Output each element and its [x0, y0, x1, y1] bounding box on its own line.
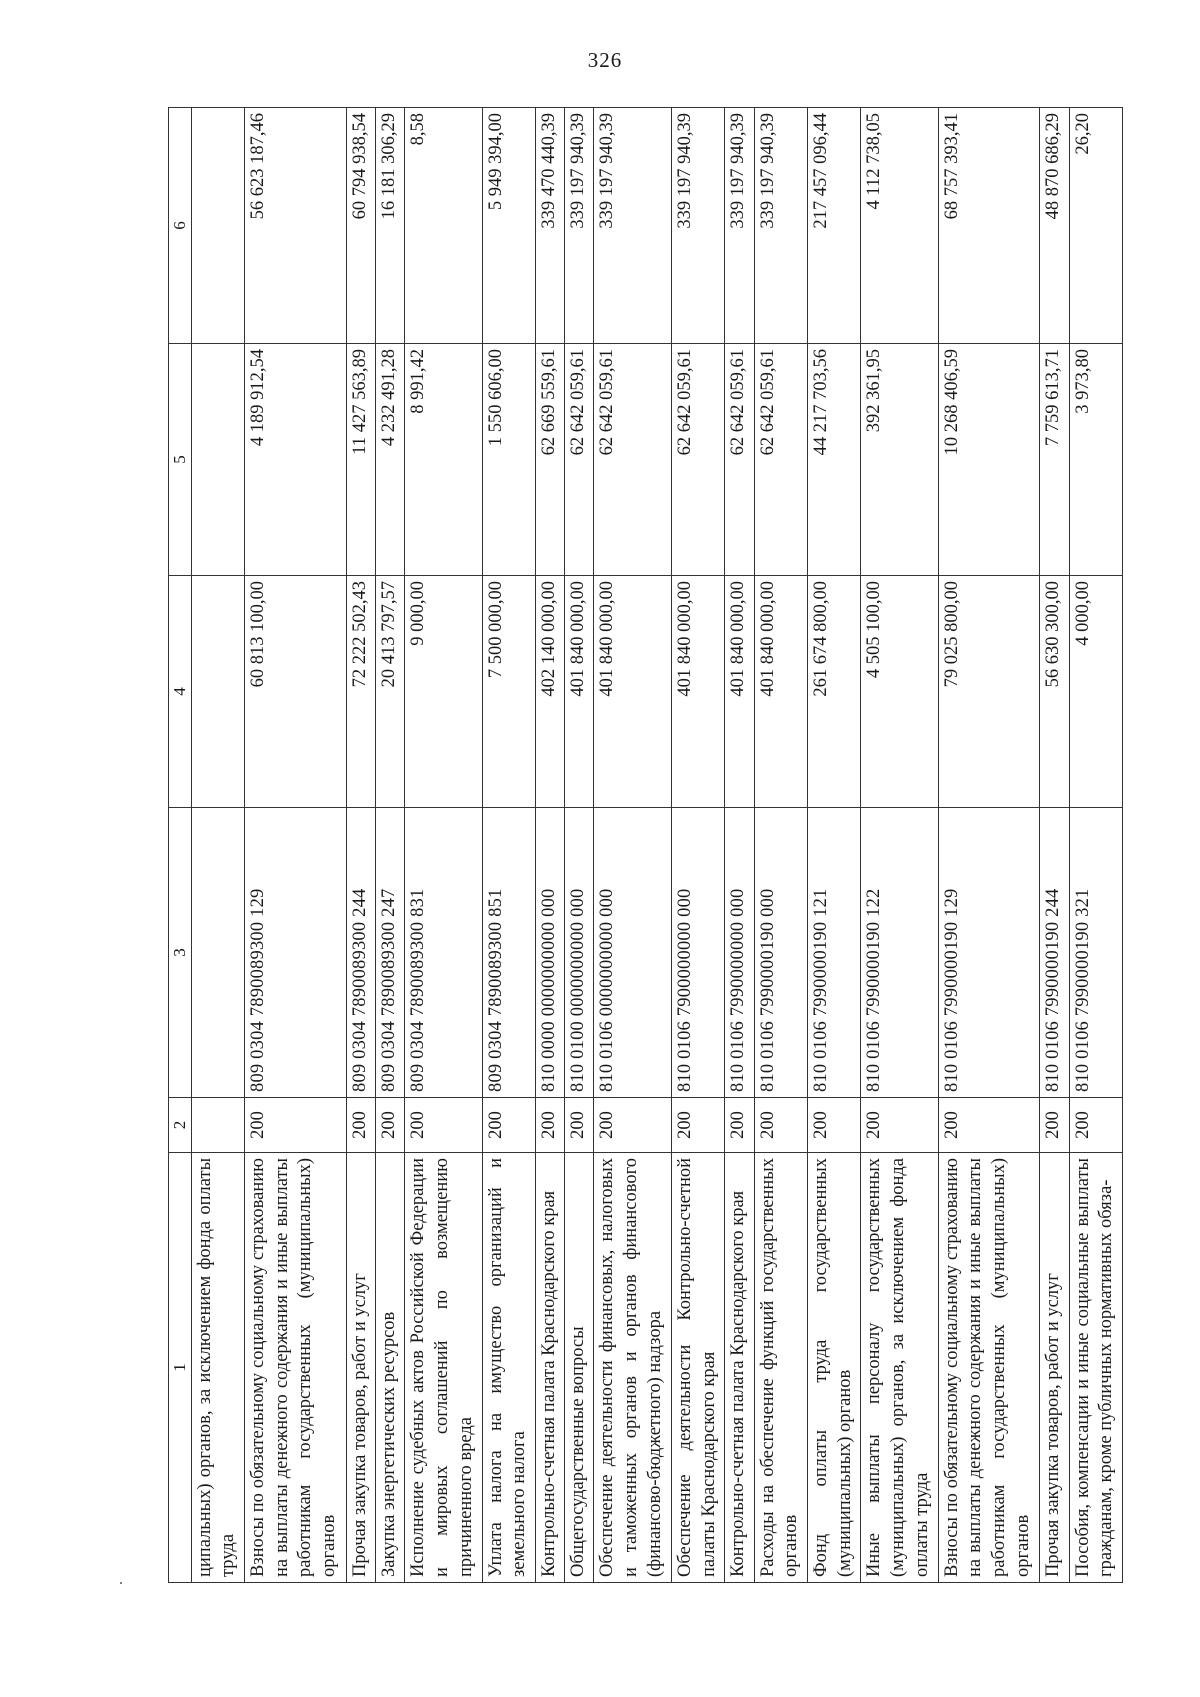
row-name-cell: Прочая закупка товаров, работ и услуг — [346, 1153, 375, 1583]
row-unexecuted-cell: 339 197 940,39 — [725, 108, 754, 344]
row-budget-code-cell: 809 0304 7890089300 247 — [375, 808, 404, 1098]
page-number: 326 — [587, 48, 623, 72]
table-row — [405, 108, 482, 1583]
row-budget-code-cell: 810 0106 7990000190 122 — [861, 808, 938, 1098]
row-executed-cell: 62 642 059,61 — [565, 344, 594, 576]
row-line-code-cell: 200 — [594, 1098, 671, 1153]
row-budget-code-cell: 810 0106 7900000000 000 — [671, 808, 724, 1098]
row-name-cell: Уплата налога на имущество организаций и земельного налога — [482, 1153, 535, 1583]
row-approved-cell: 72 222 502,43 — [346, 576, 375, 808]
row-line-code-cell: 200 — [754, 1098, 807, 1153]
row-approved-cell: 60 813 100,00 — [245, 576, 347, 808]
row-approved-cell: 4 000,00 — [1069, 576, 1122, 808]
row-unexecuted-cell — [191, 108, 244, 344]
row-approved-cell: 7 500 000,00 — [482, 576, 535, 808]
row-executed-cell: 4 189 912,54 — [245, 344, 347, 576]
table-row — [482, 108, 535, 1583]
row-approved-cell: 4 505 100,00 — [861, 576, 938, 808]
row-approved-cell: 401 840 000,00 — [754, 576, 807, 808]
row-line-code-cell: 200 — [536, 1098, 565, 1153]
table-row — [536, 108, 565, 1583]
row-executed-cell: 62 642 059,61 — [671, 344, 724, 576]
row-executed-cell: 62 642 059,61 — [754, 344, 807, 576]
row-unexecuted-cell: 5 949 394,00 — [482, 108, 535, 344]
row-unexecuted-cell: 339 470 440,39 — [536, 108, 565, 344]
table-row — [938, 108, 1040, 1583]
row-unexecuted-cell: 339 197 940,39 — [594, 108, 671, 344]
table-row — [754, 108, 807, 1583]
row-line-code-cell: 200 — [375, 1098, 404, 1153]
row-unexecuted-cell: 26,20 — [1069, 108, 1122, 344]
row-executed-cell: 3 973,80 — [1069, 344, 1122, 576]
budget-table — [168, 107, 1123, 1583]
row-name-cell: Прочая закупка товаров, работ и услуг — [1040, 1153, 1069, 1583]
row-approved-cell: 261 674 800,00 — [807, 576, 860, 808]
column-header-6: 6 — [169, 108, 192, 344]
row-executed-cell — [191, 344, 244, 576]
column-header-4: 4 — [169, 576, 192, 808]
row-approved-cell — [191, 576, 244, 808]
row-name-cell: ципальных) органов, за исключением фонда оплаты труда — [191, 1153, 244, 1583]
rotated-table-container — [168, 108, 1123, 1583]
table-row — [191, 108, 244, 1583]
row-approved-cell: 9 000,00 — [405, 576, 482, 808]
row-executed-cell: 7 759 613,71 — [1040, 344, 1069, 576]
row-budget-code-cell: 810 0106 0000000000 000 — [594, 808, 671, 1098]
row-budget-code-cell: 810 0100 0000000000 000 — [565, 808, 594, 1098]
table-row — [594, 108, 671, 1583]
row-name-cell: Фонд оплаты труда государственных (муниципальных) органов — [807, 1153, 860, 1583]
row-name-cell: Исполнение судебных актов Российской Федерации и мировых соглашений по возмещению причиненного вреда — [405, 1153, 482, 1583]
row-name-cell: Контрольно-счетная палата Краснодарского края — [536, 1153, 565, 1583]
row-executed-cell: 44 217 703,56 — [807, 344, 860, 576]
row-line-code-cell: 200 — [346, 1098, 375, 1153]
row-unexecuted-cell: 339 197 940,39 — [565, 108, 594, 344]
column-header-2: 2 — [169, 1098, 192, 1153]
row-name-cell: Общегосударственные вопросы — [565, 1153, 594, 1583]
row-line-code-cell: 200 — [1040, 1098, 1069, 1153]
row-line-code-cell — [191, 1098, 244, 1153]
row-budget-code-cell: 810 0106 7990000190 321 — [1069, 808, 1122, 1098]
row-line-code-cell: 200 — [938, 1098, 1040, 1153]
row-executed-cell: 11 427 563,89 — [346, 344, 375, 576]
table-row — [861, 108, 938, 1583]
header-row — [169, 108, 192, 1583]
row-approved-cell: 401 840 000,00 — [565, 576, 594, 808]
row-name-cell: Взносы по обязательному социальному страхованию на выплаты денежного содержания и иные выплаты работникам государственных (муниципальных) органов — [245, 1153, 347, 1583]
row-name-cell: Взносы по обязательному социальному страхованию на выплаты денежного содержания и иные выплаты работникам государственных (муниципальных) органов — [938, 1153, 1040, 1583]
row-budget-code-cell: 809 0304 7890089300 831 — [405, 808, 482, 1098]
row-budget-code-cell: 810 0000 0000000000 000 — [536, 808, 565, 1098]
row-line-code-cell: 200 — [1069, 1098, 1122, 1153]
row-line-code-cell: 200 — [861, 1098, 938, 1153]
table-row — [565, 108, 594, 1583]
row-unexecuted-cell: 68 757 393,41 — [938, 108, 1040, 344]
column-header-5: 5 — [169, 344, 192, 576]
table-row — [1040, 108, 1069, 1583]
table-row — [245, 108, 347, 1583]
row-name-cell: Пособия, компенсации и иные социальные выплаты гражданам, кроме публичных нормативных обяза- — [1069, 1153, 1122, 1583]
row-executed-cell: 10 268 406,59 — [938, 344, 1040, 576]
table-body — [191, 108, 1122, 1583]
row-budget-code-cell: 809 0304 7890089300 851 — [482, 808, 535, 1098]
row-line-code-cell: 200 — [725, 1098, 754, 1153]
row-unexecuted-cell: 16 181 306,29 — [375, 108, 404, 344]
row-unexecuted-cell: 60 794 938,54 — [346, 108, 375, 344]
row-executed-cell: 62 642 059,61 — [725, 344, 754, 576]
row-budget-code-cell: 810 0106 7990000000 000 — [725, 808, 754, 1098]
row-approved-cell: 56 630 300,00 — [1040, 576, 1069, 808]
row-budget-code-cell: 810 0106 7990000190 244 — [1040, 808, 1069, 1098]
row-line-code-cell: 200 — [807, 1098, 860, 1153]
row-executed-cell: 392 361,95 — [861, 344, 938, 576]
row-executed-cell: 1 550 606,00 — [482, 344, 535, 576]
row-line-code-cell: 200 — [482, 1098, 535, 1153]
row-unexecuted-cell: 217 457 096,44 — [807, 108, 860, 344]
table-row — [1069, 108, 1122, 1583]
row-budget-code-cell — [191, 808, 244, 1098]
row-name-cell: Обеспечение деятельности Контрольно-счетной палаты Краснодарского края — [671, 1153, 724, 1583]
row-name-cell: Закупка энергетических ресурсов — [375, 1153, 404, 1583]
row-approved-cell: 20 413 797,57 — [375, 576, 404, 808]
row-unexecuted-cell: 339 197 940,39 — [754, 108, 807, 344]
table-row — [807, 108, 860, 1583]
row-unexecuted-cell: 48 870 686,29 — [1040, 108, 1069, 344]
row-executed-cell: 8 991,42 — [405, 344, 482, 576]
row-unexecuted-cell: 339 197 940,39 — [671, 108, 724, 344]
column-header-1: 1 — [169, 1153, 192, 1583]
row-budget-code-cell: 810 0106 7990000190 000 — [754, 808, 807, 1098]
column-header-3: 3 — [169, 808, 192, 1098]
row-name-cell: Иные выплаты персоналу государственных (муниципальных) органов, за исключением фонда оплаты труда — [861, 1153, 938, 1583]
row-name-cell: Обеспечение деятельности финансовых, налоговых и таможенных органов и органов финансового (финансово-бюджетного) надзора — [594, 1153, 671, 1583]
row-budget-code-cell: 809 0304 7890089300 244 — [346, 808, 375, 1098]
row-name-cell: Контрольно-счетная палата Краснодарского края — [725, 1153, 754, 1583]
row-budget-code-cell: 810 0106 7990000190 121 — [807, 808, 860, 1098]
row-approved-cell: 401 840 000,00 — [671, 576, 724, 808]
row-name-cell: Расходы на обеспечение функций государственных органов — [754, 1153, 807, 1583]
scan-artifact — [120, 1582, 122, 1584]
row-budget-code-cell: 809 0304 7890089300 129 — [245, 808, 347, 1098]
row-approved-cell: 402 140 000,00 — [536, 576, 565, 808]
row-unexecuted-cell: 56 623 187,46 — [245, 108, 347, 344]
row-line-code-cell: 200 — [671, 1098, 724, 1153]
row-line-code-cell: 200 — [565, 1098, 594, 1153]
table-row — [671, 108, 724, 1583]
row-executed-cell: 4 232 491,28 — [375, 344, 404, 576]
row-executed-cell: 62 669 559,61 — [536, 344, 565, 576]
row-unexecuted-cell: 8,58 — [405, 108, 482, 344]
table-row — [375, 108, 404, 1583]
row-executed-cell: 62 642 059,61 — [594, 344, 671, 576]
table-row — [725, 108, 754, 1583]
row-unexecuted-cell: 4 112 738,05 — [861, 108, 938, 344]
row-approved-cell: 401 840 000,00 — [594, 576, 671, 808]
table-row — [346, 108, 375, 1583]
row-line-code-cell: 200 — [245, 1098, 347, 1153]
row-approved-cell: 79 025 800,00 — [938, 576, 1040, 808]
row-approved-cell: 401 840 000,00 — [725, 576, 754, 808]
row-line-code-cell: 200 — [405, 1098, 482, 1153]
row-budget-code-cell: 810 0106 7990000190 129 — [938, 808, 1040, 1098]
